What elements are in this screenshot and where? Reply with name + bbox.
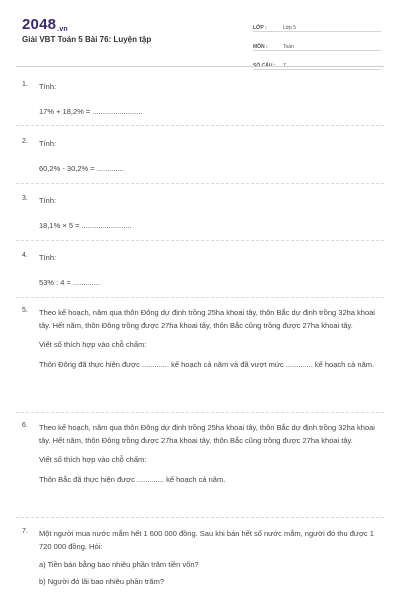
question-label: Tính:	[39, 253, 57, 262]
question-divider	[16, 183, 384, 184]
question-text: Theo kế hoạch, năm qua thôn Đông dự định trồng 25ha khoai tây, thôn Bắc dự định trồng 32ha khoai tây. Hết năm, thôn Đông trồng được 27ha khoai tây, thôn Bắc cũng trồng được 27ha khoai tây.	[39, 308, 375, 330]
question-fill-blank: Thôn Đông đã thực hiện được ............. kế hoạch cả năm và đã vượt mức ............. kế hoạch cả năm.	[39, 359, 375, 369]
meta-value: Toán	[283, 44, 294, 50]
question-4	[22, 252, 378, 289]
question-expression: 60,2% - 30,2% = .............	[39, 163, 124, 173]
meta-row-subject	[253, 35, 381, 51]
question-instruction: Viết số thích hợp vào chỗ chấm:	[39, 340, 147, 349]
document-header	[0, 0, 400, 68]
question-number: 7.	[22, 528, 28, 535]
question-divider	[16, 517, 384, 518]
question-number: 4.	[22, 252, 28, 259]
question-5	[22, 307, 378, 371]
question-text: Theo kế hoạch, năm qua thôn Đông dự định trồng 25ha khoai tây, thôn Bắc dự định trồng 32ha khoai tây. Hết năm, thôn Đông trồng được 27ha khoai tây, thôn Bắc cũng trồng được 27ha khoai tây.	[39, 423, 375, 445]
question-label: Tính:	[39, 82, 57, 91]
question-number: 2.	[22, 138, 28, 145]
meta-row-grade	[253, 16, 381, 32]
question-number: 1.	[22, 81, 28, 88]
question-expression: 18,1% × 5 = ........................	[39, 220, 132, 230]
question-number: 5.	[22, 307, 28, 314]
question-label: Tính:	[39, 139, 57, 148]
question-6	[22, 422, 378, 486]
question-1	[22, 81, 378, 118]
question-text: Một người mua nước mắm hết 1 600 000 đồng. Sau khi bán hết số nước mắm, người đó thu được 1 720 000 đồng. Hỏi:	[39, 529, 374, 551]
question-7	[22, 528, 378, 588]
meta-info	[253, 16, 381, 70]
logo-suffix: .vn	[57, 26, 68, 33]
question-2	[22, 138, 378, 175]
question-subpart-a: a) Tiền bán bằng bao nhiêu phần trăm tiền vốn?	[39, 560, 199, 569]
question-label: Tính:	[39, 196, 57, 205]
question-number: 6.	[22, 422, 28, 429]
question-instruction: Viết số thích hợp vào chỗ chấm:	[39, 455, 147, 464]
header-divider	[16, 66, 384, 67]
meta-key: LỚP :	[253, 25, 267, 31]
question-fill-blank: Thôn Bắc đã thực hiện được ............. kế hoạch cả năm.	[39, 474, 226, 484]
meta-value: Lớp 5	[283, 25, 297, 31]
page-title: Giải VBT Toán 5 Bài 76: Luyện tập	[22, 35, 152, 44]
question-3	[22, 195, 378, 232]
question-divider	[16, 412, 384, 413]
question-expression: 53% : 4 = .............	[39, 277, 101, 287]
question-divider	[16, 125, 384, 126]
meta-key: MÔN :	[253, 44, 268, 50]
meta-value: 7	[283, 63, 286, 69]
question-divider	[16, 240, 384, 241]
question-number: 3.	[22, 195, 28, 202]
site-logo[interactable]	[22, 16, 68, 33]
logo-text: 2048	[22, 16, 57, 33]
question-subpart-b: b) Người đó lãi bao nhiêu phần trăm?	[39, 576, 165, 586]
question-expression: 17% + 18,2% = ........................	[39, 106, 143, 116]
meta-key: SỐ CÂU :	[253, 63, 276, 69]
meta-row-count	[253, 54, 381, 70]
question-divider	[16, 297, 384, 298]
